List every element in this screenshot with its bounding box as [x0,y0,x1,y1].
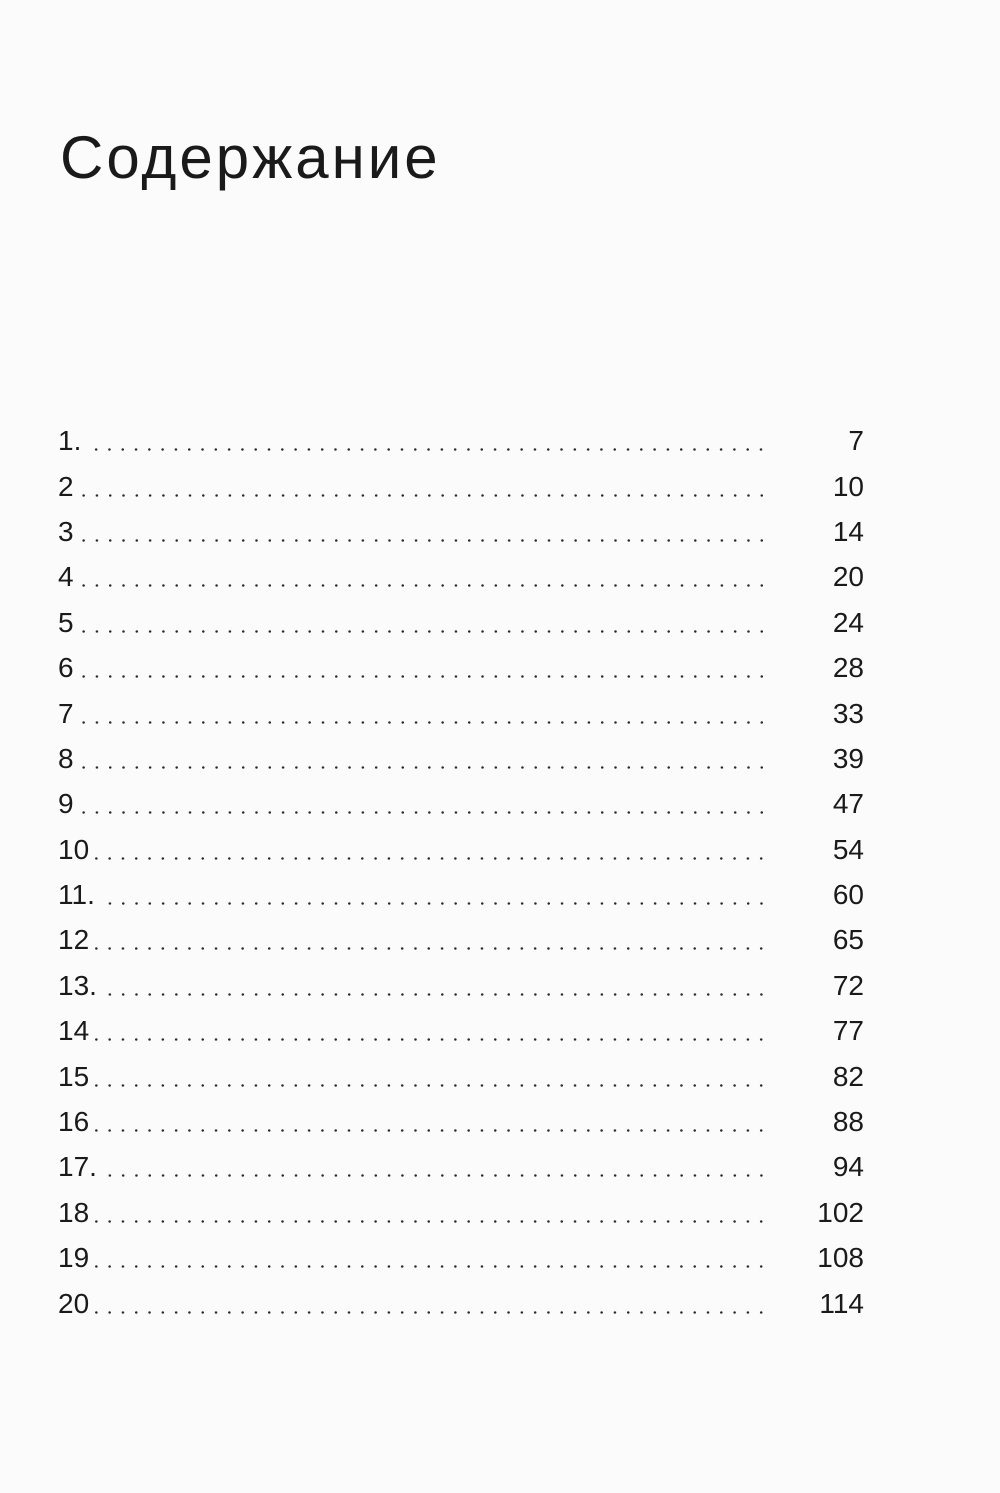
dot-leader [78,554,768,599]
toc-entry-number: 3 [58,515,74,547]
toc-entry [58,1144,864,1189]
toc-page-number: 94 [832,1151,864,1183]
toc-entry-number: 17. [58,1151,97,1183]
toc-entry-number: 6 [58,652,74,684]
toc-entry-number: 11. [58,879,95,911]
toc-entry-number: 5 [58,606,74,638]
page-title: Содержание [60,124,441,191]
dot-leader [78,736,768,781]
toc-page-number: 14 [832,515,864,547]
dot-leader [99,872,768,917]
dot-leader [78,509,768,554]
dot-leader [85,418,768,463]
toc-entry [58,690,864,735]
toc-entry-number: 18 [58,1196,90,1228]
dot-leader [93,1008,768,1053]
toc-page-number: 33 [832,697,864,729]
toc-entry-number: 12 [58,924,90,956]
toc-page-number: 77 [832,1015,864,1047]
toc-page-number: 88 [832,1106,864,1138]
toc-entry [58,554,864,599]
toc-entry-number: 9 [58,788,74,820]
dot-leader [93,917,768,962]
dot-leader [93,1281,768,1326]
dot-leader [78,691,768,736]
toc-entry [58,1280,864,1325]
table-of-contents [58,418,864,1326]
toc-entry [58,1008,864,1053]
toc-entry-number: 2 [58,470,74,502]
dot-leader [101,1144,768,1189]
toc-entry-number: 7 [58,697,74,729]
toc-entry [58,600,864,645]
toc-entry [58,509,864,554]
toc-entry [58,418,864,463]
toc-entry-number: 10 [58,833,90,865]
toc-entry [58,827,864,872]
dot-leader [78,600,768,645]
toc-page-number: 102 [817,1196,864,1228]
toc-page-number: 39 [832,742,864,774]
dot-leader [101,963,768,1008]
toc-page-number: 65 [832,924,864,956]
toc-page-number: 82 [832,1060,864,1092]
dot-leader [78,781,768,826]
toc-entry [58,645,864,690]
toc-entry [58,463,864,508]
toc-page-number: 20 [832,561,864,593]
toc-entry-number: 20 [58,1287,90,1319]
toc-page-number: 54 [832,833,864,865]
toc-page-number: 60 [832,879,864,911]
toc-page-number: 10 [832,470,864,502]
dot-leader [93,1099,768,1144]
toc-page-number: 72 [832,969,864,1001]
toc-entry [58,1099,864,1144]
toc-page-number: 28 [832,652,864,684]
toc-entry [58,1235,864,1280]
toc-entry-number: 15 [58,1060,90,1092]
toc-entry [58,917,864,962]
toc-entry [58,963,864,1008]
toc-page-number: 108 [817,1242,864,1274]
toc-entry [58,1053,864,1098]
toc-page-number: 7 [848,425,864,457]
dot-leader [78,645,768,690]
toc-entry-number: 14 [58,1015,90,1047]
toc-entry-number: 16 [58,1106,90,1138]
toc-page-number: 114 [819,1287,864,1319]
toc-entry-number: 13. [58,969,97,1001]
toc-entry [58,781,864,826]
toc-entry-number: 19 [58,1242,90,1274]
toc-entry-number: 4 [58,561,74,593]
toc-entry [58,736,864,781]
toc-entry [58,1190,864,1235]
toc-entry-number: 8 [58,742,74,774]
dot-leader [93,1190,768,1235]
dot-leader [93,1054,768,1099]
dot-leader [78,464,768,509]
toc-entry [58,872,864,917]
dot-leader [93,827,768,872]
toc-entry-number: 1. [58,425,82,457]
toc-page-number: 47 [832,788,864,820]
toc-page-number: 24 [832,606,864,638]
dot-leader [93,1235,768,1280]
